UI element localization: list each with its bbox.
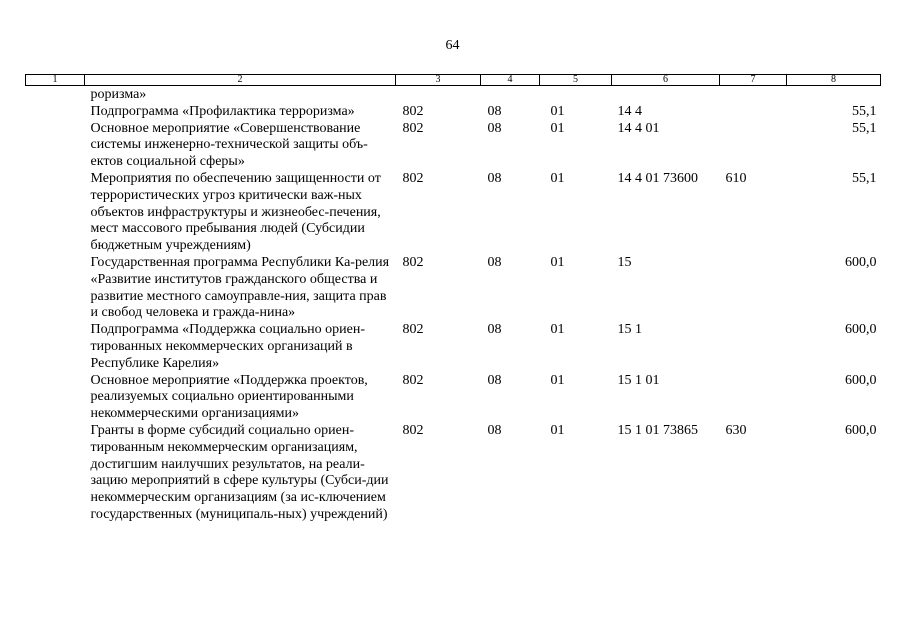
cell-razdel: 08 <box>487 372 502 388</box>
cell-name: Мероприятия по обеспечению защищенности от террористических угроз критически важ-ных объектов инфраструктуры и жизнеобес-печения, мест массового пребывания людей (Субсидии бюджетным учреждениям) <box>90 170 381 254</box>
column-number-header-row <box>26 75 881 86</box>
cell-podrazdel: 01 <box>550 254 565 270</box>
cell-csr: 14 4 <box>617 103 642 119</box>
cell-admin: 802 <box>402 170 424 186</box>
cell-podrazdel: 01 <box>550 322 565 338</box>
cell-vr: 630 <box>725 422 747 438</box>
cell-name: роризма» <box>90 87 147 102</box>
cell-podrazdel <box>540 86 612 104</box>
cell-admin: 802 <box>402 422 424 438</box>
cell-sum: 55,1 <box>852 103 877 119</box>
cell-name: Подпрограмма «Поддержка социально ориен-тированных некоммерческих организаций в Республике Карелия» <box>90 322 366 371</box>
cell-razdel: 08 <box>487 254 502 270</box>
cell-csr: 14 4 01 <box>617 120 660 136</box>
cell-sum: 600,0 <box>845 422 877 438</box>
cell-podrazdel: 01 <box>550 372 565 388</box>
cell-podrazdel: 01 <box>550 422 565 438</box>
cell-vr <box>720 86 787 104</box>
table-row <box>26 171 881 255</box>
page-number: 64 <box>445 38 460 53</box>
cell-num <box>26 104 85 121</box>
cell-num <box>26 86 85 104</box>
cell-csr: 15 1 01 <box>617 372 660 388</box>
cell-razdel: 08 <box>487 322 502 338</box>
cell-vr <box>720 121 787 171</box>
column-header-2: 2 <box>85 75 396 86</box>
cell-admin: 802 <box>402 372 424 388</box>
cell-admin: 802 <box>402 254 424 270</box>
column-header-7: 7 <box>720 75 787 86</box>
table-row <box>26 121 881 171</box>
cell-vr <box>720 322 787 372</box>
cell-name: Основное мероприятие «Поддержка проектов, реализуемых социально ориентированными некоммерческими организациями» <box>90 372 368 422</box>
cell-sum: 600,0 <box>845 322 877 338</box>
budget-table <box>25 74 881 524</box>
cell-sum: 600,0 <box>845 254 877 270</box>
table-row <box>26 255 881 322</box>
cell-name: Государственная программа Республики Ка-релия «Развитие институтов гражданского общества и развитие местного самоуправле-ния, защита прав и свобод человека и гражда-нина» <box>90 254 390 321</box>
cell-razdel: 08 <box>487 170 502 186</box>
cell-num <box>26 255 85 322</box>
cell-admin: 802 <box>402 322 424 338</box>
cell-admin: 802 <box>402 103 424 119</box>
column-header-8: 8 <box>787 75 881 86</box>
cell-num <box>26 322 85 372</box>
table-row <box>26 86 881 104</box>
column-header-5: 5 <box>540 75 612 86</box>
cell-vr <box>720 373 787 423</box>
cell-csr: 14 4 01 73600 <box>617 170 698 186</box>
cell-num <box>26 171 85 255</box>
cell-podrazdel: 01 <box>550 170 565 186</box>
cell-sum: 600,0 <box>845 372 877 388</box>
table-row <box>26 373 881 423</box>
cell-num <box>26 373 85 423</box>
cell-razdel: 08 <box>487 103 502 119</box>
cell-sum: 55,1 <box>852 120 877 136</box>
cell-vr <box>720 104 787 121</box>
cell-csr: 15 <box>617 254 632 270</box>
cell-admin: 802 <box>402 120 424 136</box>
cell-name: Основное мероприятие «Совершенствование системы инженерно-технической защиты объ-ектов социальной сферы» <box>90 120 368 170</box>
table-row <box>26 423 881 524</box>
cell-vr: 610 <box>725 170 747 186</box>
cell-csr <box>612 86 720 104</box>
cell-csr: 15 1 01 73865 <box>617 422 698 438</box>
column-header-3: 3 <box>396 75 481 86</box>
table-row <box>26 322 881 372</box>
cell-razdel: 08 <box>487 120 502 136</box>
cell-razdel <box>481 86 540 104</box>
cell-num <box>26 121 85 171</box>
cell-vr <box>720 255 787 322</box>
cell-num <box>26 423 85 524</box>
column-header-1: 1 <box>26 75 85 86</box>
cell-sum <box>787 86 881 104</box>
cell-razdel: 08 <box>487 422 502 438</box>
cell-podrazdel: 01 <box>550 103 565 119</box>
cell-podrazdel: 01 <box>550 120 565 136</box>
table-row <box>26 104 881 121</box>
cell-sum: 55,1 <box>852 170 877 186</box>
cell-name: Подпрограмма «Профилактика терроризма» <box>90 103 355 119</box>
cell-admin <box>396 86 481 104</box>
column-header-4: 4 <box>481 75 540 86</box>
cell-csr: 15 1 <box>617 322 642 338</box>
column-header-6: 6 <box>612 75 720 86</box>
cell-name: Гранты в форме субсидий социально ориен-тированным некоммерческим организациям, достигшим наилучших результатов, на реали-зацию мероприятий в сфере культуры (Субси-дии некоммерческим организациям (за ис-ключением государственных (муниципаль-ных) учреждений) <box>90 422 389 522</box>
